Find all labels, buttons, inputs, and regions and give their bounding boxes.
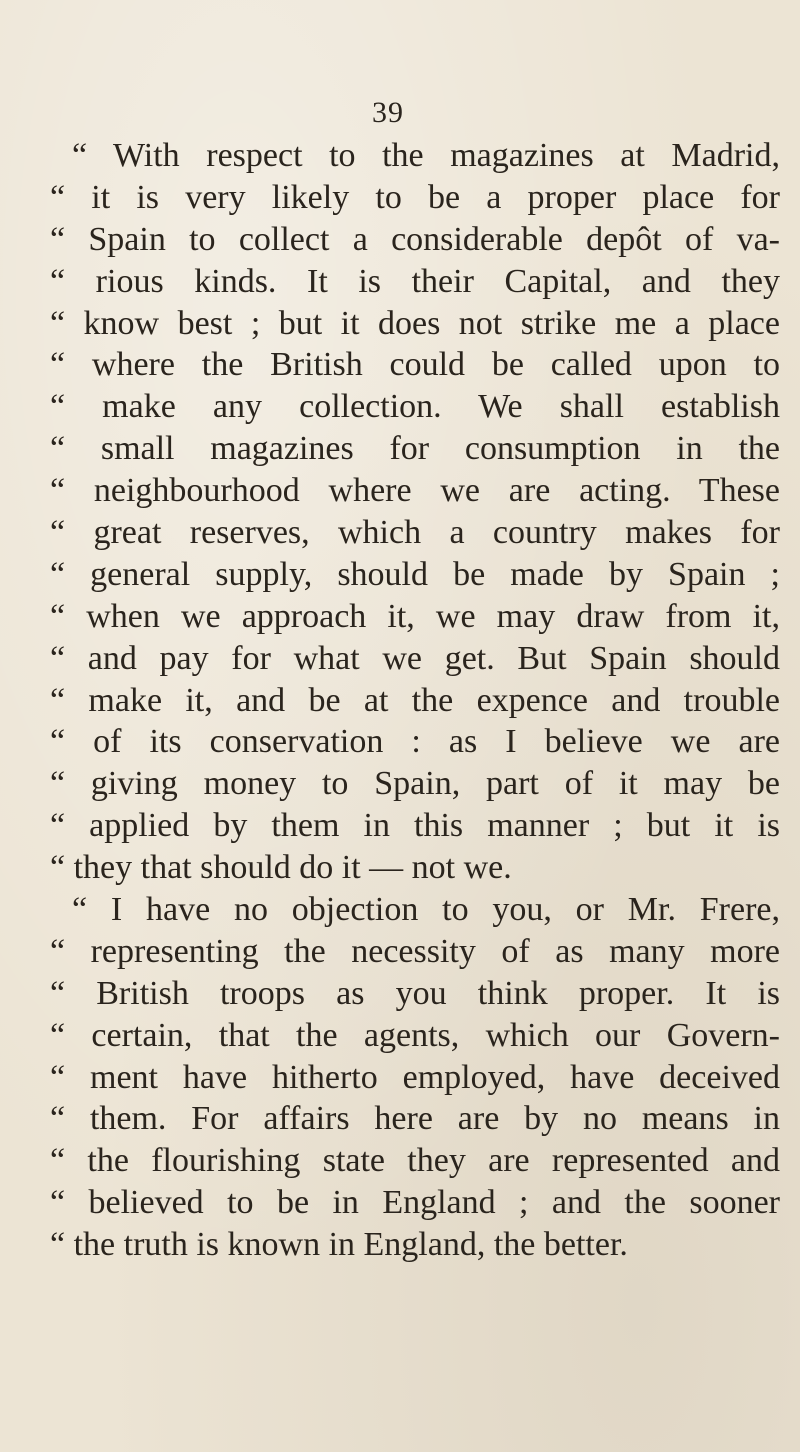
text-line: “ the truth is known in England, the better. <box>50 1226 628 1264</box>
text-line: “ of its conservation : as I believe we are <box>50 723 780 761</box>
text-line: “ giving money to Spain, part of it may be <box>50 765 780 803</box>
text-line: “ when we approach it, we may draw from it, <box>50 597 780 635</box>
text-line: “ great reserves, which a country makes for <box>50 514 780 552</box>
text-line: “ British troops as you think proper. It is <box>50 974 780 1012</box>
text-line: “ where the British could be called upon to <box>50 346 780 384</box>
text-line: “ certain, that the agents, which our Govern- <box>50 1016 780 1054</box>
text-line: “ With respect to the magazines at Madrid, <box>72 137 780 174</box>
text-line: “ believed to be in England ; and the sooner <box>50 1184 780 1222</box>
page-number: 39 <box>372 96 404 129</box>
text-line: “ know best ; but it does not strike me a place <box>50 304 780 342</box>
text-line: “ it is very likely to be a proper place for <box>50 178 780 216</box>
text-line: “ applied by them in this manner ; but it is <box>50 807 780 845</box>
text-line: “ neighbourhood where we are acting. These <box>50 472 780 510</box>
body-text <box>50 135 780 1266</box>
text-line: “ Spain to collect a considerable depôt of va- <box>50 220 780 258</box>
text-line: “ ment have hitherto employed, have deceived <box>50 1058 780 1096</box>
text-line: “ and pay for what we get. But Spain should <box>50 639 780 677</box>
text-line: “ make any collection. We shall establish <box>50 388 780 426</box>
text-line: “ I have no objection to you, or Mr. Frere, <box>72 891 780 929</box>
text-line: “ make it, and be at the expence and trouble <box>50 681 780 719</box>
text-line: “ general supply, should be made by Spain ; <box>50 555 780 593</box>
text-line: “ rious kinds. It is their Capital, and they <box>50 262 780 300</box>
text-line: “ small magazines for consumption in the <box>50 430 780 468</box>
text-line: “ they that should do it — not we. <box>50 849 512 887</box>
text-line: “ them. For affairs here are by no means in <box>50 1100 780 1138</box>
text-line: “ representing the necessity of as many more <box>50 932 780 970</box>
text-line: “ the flourishing state they are represented and <box>50 1142 780 1180</box>
